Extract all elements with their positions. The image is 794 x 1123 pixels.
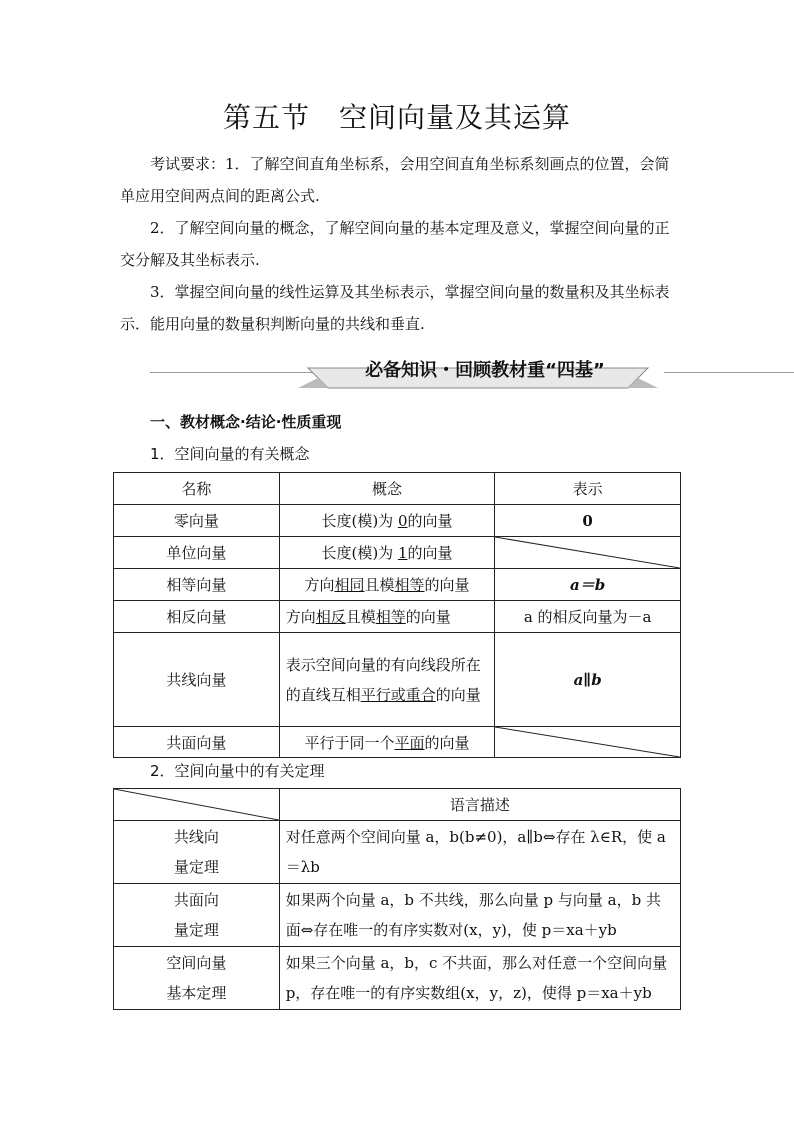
table-header: 概念 <box>279 473 495 505</box>
table-cell: 相等向量 <box>114 569 280 601</box>
cell-underline: 0 <box>397 512 408 530</box>
cell-text: 表示空间向量的有向线段所在的直线互相 <box>285 655 481 704</box>
requirement-2: 2．了解空间向量的概念，了解空间向量的基本定理及意义，掌握空间向量的正交分解及其坐标表示. <box>120 219 670 269</box>
cell-text: 共线向 <box>173 828 219 846</box>
table-cell: 单位向量 <box>114 537 280 569</box>
cell-text: 的向量 <box>407 544 453 562</box>
page-title: 第五节 空间向量及其运算 <box>222 101 571 134</box>
cell-text: 的向量 <box>405 608 451 626</box>
diagonal-cell <box>495 727 681 758</box>
table-cell: 如果两个向量 a，b 不共线，那么向量 p 与向量 a，b 共面⇔存在唯一的有序实数对(x，y)，使 p＝xa＋yb <box>279 884 680 947</box>
table-cell: 对任意两个空间向量 a，b(b≠0)，a∥b⇔存在 λ∈R，使 a＝λb <box>279 821 680 884</box>
diagonal-cell <box>495 537 681 569</box>
table-cell <box>279 569 495 601</box>
table-cell <box>279 537 495 569</box>
table-cell: a∥b <box>495 633 681 727</box>
requirement-3: 3．掌握空间向量的线性运算及其坐标表示，掌握空间向量的数量积及其坐标表示．能用向量的数量积判断向量的共线和垂直. <box>120 283 670 333</box>
table-cell: 零向量 <box>114 505 280 537</box>
table-cell <box>114 947 280 1010</box>
cell-underline: 平行或重合 <box>360 685 436 704</box>
cell-underline: 平面 <box>394 733 425 752</box>
table-cell <box>114 821 280 884</box>
cell-underline: 1 <box>397 544 408 562</box>
table-header-row <box>114 473 681 505</box>
cell-text: 方向 <box>285 608 316 626</box>
concepts-table <box>113 472 681 758</box>
cell-text: 且模 <box>364 576 395 594</box>
table-row <box>114 821 681 884</box>
cell-underline: 相等 <box>375 608 406 626</box>
cell-text: 基本定理 <box>166 984 227 1002</box>
section-banner <box>150 352 794 388</box>
subsection-heading-1: 1．空间向量的有关概念 <box>150 445 310 463</box>
table-row <box>114 505 681 537</box>
table-cell <box>279 633 495 727</box>
cell-text: 量定理 <box>173 858 219 876</box>
cell-text: 平行于同一个 <box>304 733 395 752</box>
cell-text: 的向量 <box>424 576 470 594</box>
cell-underline: 相同 <box>334 576 365 594</box>
banner-title: 必备知识・回顾教材重“四基” <box>365 360 605 381</box>
table-cell: 0 <box>495 505 681 537</box>
table-row <box>114 569 681 601</box>
cell-underline: 相反 <box>315 608 346 626</box>
table-cell: 相反向量 <box>114 601 280 633</box>
table-row <box>114 947 681 1010</box>
banner-line-right <box>664 372 794 373</box>
table-cell: a 的相反向量为－a <box>495 601 681 633</box>
table-cell <box>279 727 495 758</box>
subsection-heading-2: 2．空间向量中的有关定理 <box>150 762 325 780</box>
diagonal-cell <box>114 789 280 821</box>
banner-line-left <box>150 372 320 373</box>
cell-text: 且模 <box>345 608 376 626</box>
table-row <box>114 537 681 569</box>
table-cell <box>114 884 280 947</box>
requirement-1: 考试要求：1．了解空间直角坐标系，会用空间直角坐标系刻画点的位置，会简单应用空间两点间的距离公式. <box>120 155 670 205</box>
section-heading: 一、教材概念·结论·性质重现 <box>150 413 342 431</box>
table-header: 表示 <box>495 473 681 505</box>
cell-text: 长度(模)为 <box>321 544 398 562</box>
table-header: 名称 <box>114 473 280 505</box>
table-cell: a＝b <box>495 569 681 601</box>
table-row <box>114 884 681 947</box>
table-row <box>114 633 681 727</box>
cell-text: 量定理 <box>173 921 219 939</box>
table-header: 语言描述 <box>279 789 680 821</box>
cell-underline: 相等 <box>394 576 425 594</box>
cell-text: 的向量 <box>407 512 453 530</box>
theorems-table <box>113 788 681 1010</box>
table-cell: 共线向量 <box>114 633 280 727</box>
cell-text: 共面向 <box>173 891 219 909</box>
cell-text: 方向 <box>304 576 335 594</box>
cell-text: 的向量 <box>424 733 470 752</box>
table-cell: 如果三个向量 a，b，c 不共面，那么对任意一个空间向量 p，存在唯一的有序实数组(x，y，z)，使得 p＝xa＋yb <box>279 947 680 1010</box>
cell-text: 的向量 <box>435 685 481 704</box>
table-row <box>114 727 681 758</box>
cell-text: 空间向量 <box>166 954 227 972</box>
table-row <box>114 601 681 633</box>
table-cell <box>279 601 495 633</box>
table-header-row <box>114 789 681 821</box>
table-cell: 共面向量 <box>114 727 280 758</box>
cell-text: 长度(模)为 <box>321 512 398 530</box>
table-cell <box>279 505 495 537</box>
